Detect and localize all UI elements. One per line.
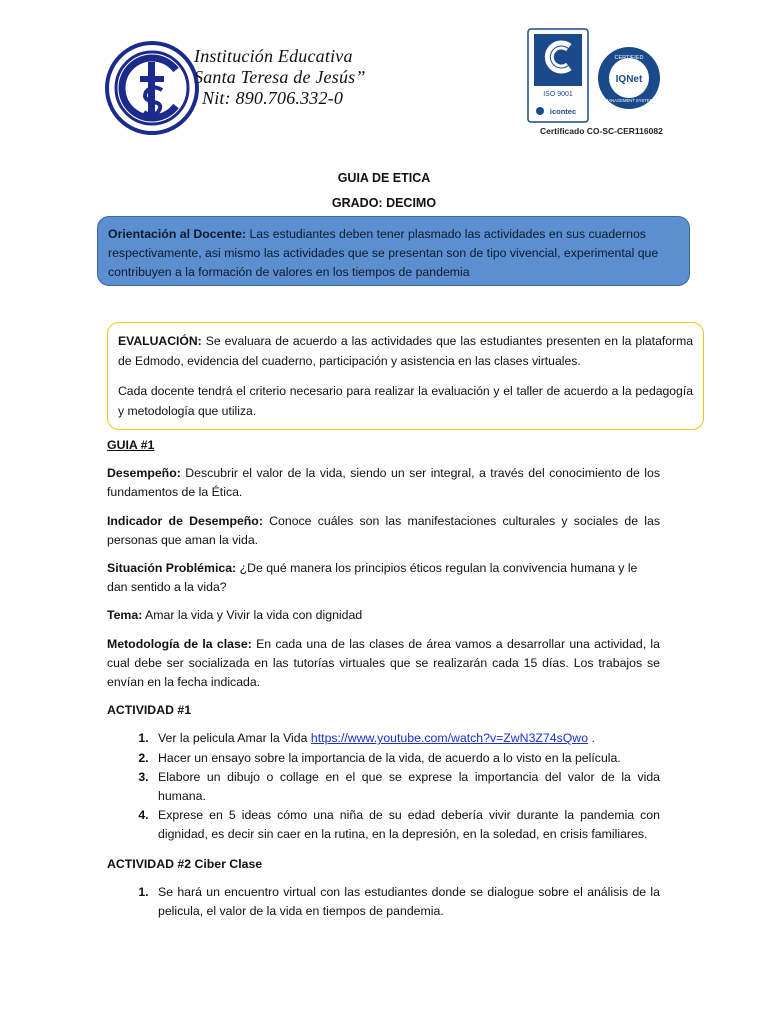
guide-content — [107, 436, 660, 931]
tema-label: Tema: — [107, 608, 143, 623]
institution-line-1: Institución Educativa — [194, 46, 353, 66]
metodologia-text: En cada una de las clases de área vamos a desarrollar una actividad, la cual debe ser socializada en las tutorías virtuales que se realizarán cada 15 días. Los trabajos se envían en la fecha indicada. — [107, 636, 660, 690]
list-item: 4. Exprese en 5 ideas cómo una niña de su edad debería vivir durante la pandemia con dignidad, es decir sin caer en la rutina, en la depresión, en la soledad, en crisis familiares. — [152, 806, 660, 844]
institution-nit: Nit: 890.706.332-0 — [202, 88, 344, 108]
situacion-label: Situación Problémica: — [107, 561, 237, 576]
indicador-text: Conoce cuáles son las manifestaciones culturales y sociales de las personas que aman la vida. — [107, 513, 660, 547]
grade-title: GRADO: DECIMO — [331, 196, 437, 210]
metodologia-label: Metodología de la clase: — [107, 636, 252, 651]
list-item: 3. Elabore un dibujo o collage en el que se exprese la importancia del valor de la vida humana. — [152, 768, 660, 806]
guide-title: GUIA DE ETICA — [337, 171, 431, 185]
orientation-label: Orientación al Docente: — [108, 227, 247, 241]
iso-label: ISO 9001 — [543, 91, 573, 98]
tema-text: Amar la vida y Vivir la vida con dignidad — [142, 608, 363, 623]
activity-2-heading: ACTIVIDAD #2 Ciber Clase — [107, 856, 263, 871]
indicador-label: Indicador de Desempeño: — [107, 513, 263, 528]
institution-name — [194, 46, 366, 109]
list-item: 1. Ver la pelicula Amar la Vida https://www.youtube.com/watch?v=ZwN3Z74sQwo . — [152, 729, 660, 748]
iqnet-label: IQNet — [615, 74, 643, 85]
evaluation-text-1: Se evaluara de acuerdo a las actividades que las estudiantes presenten en la plataforma de Edmodo, evidencia del cuaderno, participación y asistencia en las clases virtuales. — [118, 334, 693, 368]
teacher-orientation-box — [97, 216, 690, 286]
institution-line-2: Santa Teresa de Jesús” — [194, 67, 366, 87]
activity-2-list — [107, 883, 660, 921]
evaluation-text-2: Cada docente tendrá el criterio necesario para realizar la evaluación y el taller de acuerdo a la pedagogía y metodología que utiliza. — [118, 384, 693, 418]
orientation-text: Las estudiantes deben tener plasmado las actividades en sus cuadernos respectivamente, asi mismo las actividades que se presentan son de tipo vivencial, experimental que contribuyen a la formación de valores en los tiempos de pandemia — [108, 227, 659, 279]
school-logo — [104, 40, 200, 136]
icontec-label: icontec — [549, 107, 577, 116]
list-item: 2. Hacer un ensayo sobre la importancia de la vida, de acuerdo a lo visto en la película. — [152, 749, 660, 768]
certificate-number: Certificado CO-SC-CER116082 — [540, 126, 663, 136]
iqnet-logo — [596, 45, 662, 111]
evaluation-label: EVALUACIÓN: — [118, 334, 202, 348]
youtube-link[interactable]: https://www.youtube.com/watch?v=ZwN3Z74sQwo — [310, 731, 589, 746]
guide-heading: GUIA #1 — [107, 438, 155, 452]
list-item: 1. Se hará un encuentro virtual con las estudiantes donde se dialogue sobre el análisis de la pelicula, el valor de la vida en tiempos de pandemia. — [152, 883, 660, 921]
desempeno-label: Desempeño: — [107, 466, 181, 481]
icontec-iso-logo — [527, 28, 589, 123]
activity-1-heading: ACTIVIDAD #1 — [107, 703, 192, 718]
situacion-text: ¿De qué manera los principios éticos regulan la convivencia humana y le dan sentido a la vida? — [107, 561, 638, 595]
evaluation-box — [107, 322, 704, 430]
iqnet-top-text: CERTIFIED — [614, 55, 644, 61]
activity-1-list — [107, 729, 660, 844]
iqnet-bottom-text: MANAGEMENT SYSTEM — [604, 98, 654, 103]
desempeno-text: Descubrir el valor de la vida, siendo un ser integral, a través del conocimiento de los fundamentos de la Ética. — [107, 466, 660, 500]
